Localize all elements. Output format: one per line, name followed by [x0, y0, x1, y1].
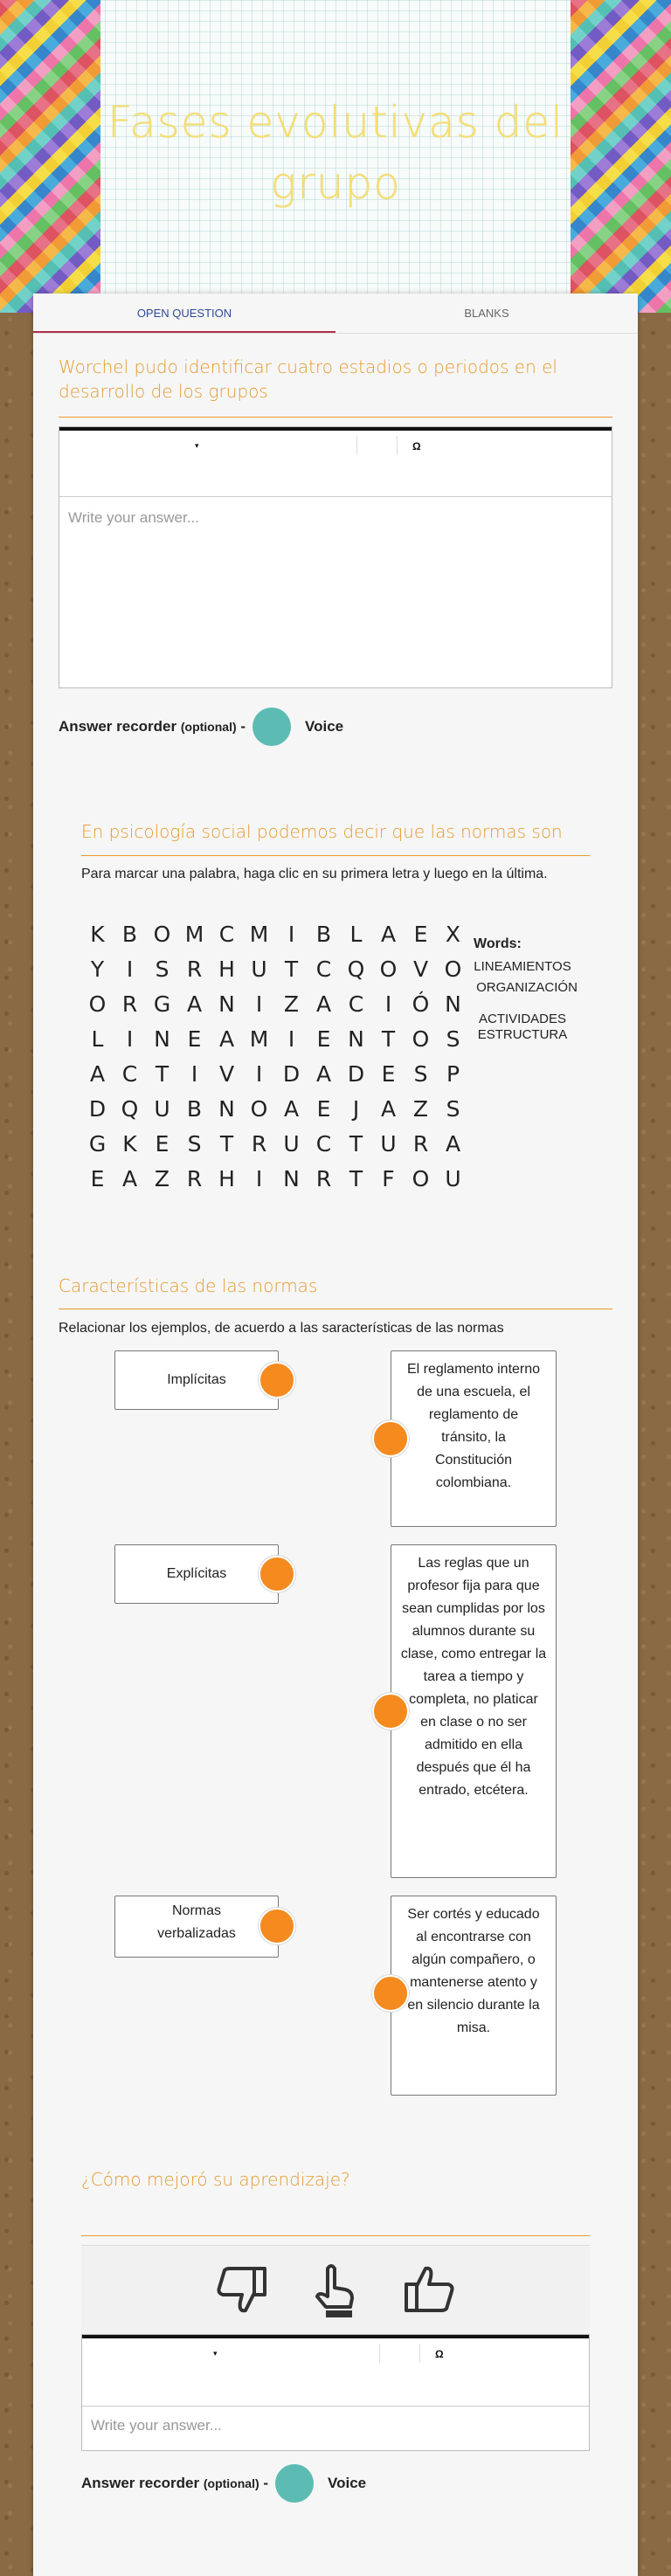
wordsearch-letter[interactable]: D: [88, 1096, 107, 1122]
wordsearch-letter[interactable]: S: [155, 957, 169, 982]
wordsearch-letter[interactable]: T: [219, 1131, 234, 1157]
word-item: LINEAMIENTOS: [474, 959, 571, 974]
wordsearch-letter[interactable]: R: [412, 1131, 429, 1157]
wordsearch-letter[interactable]: B: [186, 1096, 203, 1122]
wordsearch-letter[interactable]: R: [186, 957, 203, 982]
wordsearch-letter[interactable]: I: [255, 1166, 263, 1191]
answer-input[interactable]: Write your answer...: [91, 2417, 222, 2434]
wordsearch-letter[interactable]: T: [284, 957, 299, 982]
wordsearch-letter[interactable]: C: [315, 957, 332, 982]
wordsearch-letter[interactable]: M: [184, 922, 204, 947]
match-left-item[interactable]: Implícitas: [114, 1350, 279, 1410]
wordsearch-letter[interactable]: Ó: [412, 991, 430, 1017]
wordsearch-letter[interactable]: V: [412, 957, 429, 982]
editor-toolbar: [59, 427, 612, 497]
connector-handle[interactable]: [372, 1975, 409, 2012]
wordsearch-letter[interactable]: E: [316, 1026, 331, 1052]
wordsearch-letter[interactable]: P: [446, 1061, 460, 1087]
wordsearch-letter[interactable]: A: [445, 1131, 461, 1157]
wordsearch-letter[interactable]: E: [90, 1166, 105, 1191]
toolbar-separator: [419, 2344, 420, 2363]
match-left-item[interactable]: Normas verbalizadas: [114, 1896, 279, 1958]
recorder-optional: (optional): [180, 720, 237, 734]
matching-heading: Características de las normas: [59, 1275, 318, 1296]
wordsearch-letter[interactable]: Z: [154, 1166, 170, 1191]
wordsearch-letter[interactable]: S: [413, 1061, 428, 1087]
wordsearch-letter[interactable]: N: [218, 1096, 235, 1122]
wordsearch-letter[interactable]: R: [186, 1166, 203, 1191]
recorder-dash: -: [240, 718, 246, 735]
wordsearch-letter[interactable]: S: [187, 1131, 202, 1157]
match-right-item[interactable]: Ser cortés y educado al encontrarse con algún compañero, o mantenerse atento y en silencio durante la misa.: [391, 1896, 557, 2096]
word-item: ORGANIZACIÓN: [476, 980, 578, 995]
wordsearch-letter[interactable]: C: [315, 1131, 332, 1157]
question1-prompt: Worchel pudo identificar cuatro estadios o periodos en el desarrollo de los grupos: [59, 356, 557, 402]
wordsearch-letter[interactable]: I: [126, 957, 134, 982]
wordsearch-letter[interactable]: I: [287, 922, 295, 947]
wordsearch-letter[interactable]: A: [315, 991, 332, 1017]
wordsearch-letter[interactable]: O: [412, 1026, 430, 1052]
wordsearch-letter[interactable]: V: [218, 1061, 235, 1087]
wordsearch-letter[interactable]: E: [413, 922, 428, 947]
word-item: ESTRUCTURA: [477, 1027, 568, 1042]
connector-handle[interactable]: [259, 1556, 295, 1592]
header-banner: [0, 0, 671, 313]
answer-recorder: [81, 2464, 366, 2503]
recorder-optional: (optional): [203, 2476, 259, 2490]
toolbar-separator: [356, 436, 357, 455]
record-button[interactable]: [252, 708, 291, 746]
wordsearch-letter[interactable]: O: [153, 922, 171, 947]
wordsearch-letter[interactable]: R: [315, 1166, 332, 1191]
wordsearch-letter[interactable]: U: [251, 957, 267, 982]
wordsearch-letter[interactable]: M: [249, 922, 269, 947]
match-left-item[interactable]: Explícitas: [114, 1544, 279, 1604]
wordsearch-letter[interactable]: N: [154, 1026, 170, 1052]
wordsearch-letter[interactable]: B: [315, 922, 332, 947]
special-characters-icon[interactable]: Ω: [435, 2348, 444, 2360]
page-title: Fases evolutivas del grupo: [107, 97, 564, 209]
voice-label: Voice: [305, 718, 344, 735]
wordsearch-letter[interactable]: E: [187, 1026, 202, 1052]
wordsearch-letter[interactable]: N: [348, 1026, 364, 1052]
wordsearch-letter[interactable]: A: [89, 1061, 106, 1087]
tab-open-question[interactable]: OPEN QUESTION: [33, 294, 336, 333]
answer-editor: [59, 426, 612, 688]
wordsearch-letter[interactable]: A: [121, 1166, 138, 1191]
worksheet-card: [33, 294, 638, 2576]
answer-editor: [81, 2334, 590, 2451]
format-dropdown-icon[interactable]: ▾: [195, 441, 199, 450]
wordsearch-letter[interactable]: K: [122, 1131, 137, 1157]
question2-prompt: ¿Cómo mejoró su aprendizaje?: [81, 2169, 350, 2190]
wordsearch-letter[interactable]: E: [155, 1131, 169, 1157]
wordsearch-letter[interactable]: O: [444, 957, 462, 982]
wordsearch-letter[interactable]: A: [315, 1061, 332, 1087]
wordsearch-letter[interactable]: C: [121, 1061, 138, 1087]
wordsearch-letter[interactable]: I: [287, 1026, 295, 1052]
wordsearch-letter[interactable]: H: [218, 957, 235, 982]
wordsearch-letter[interactable]: T: [349, 1166, 363, 1191]
wordsearch-letter[interactable]: E: [316, 1096, 331, 1122]
recorder-label: Answer recorder: [59, 718, 177, 735]
wordsearch-letter[interactable]: A: [218, 1026, 235, 1052]
reaction-bar: [81, 2245, 590, 2334]
chevron-pattern-right: [571, 0, 671, 313]
wordsearch-letter[interactable]: Q: [347, 957, 365, 982]
wordsearch-letter[interactable]: F: [382, 1166, 395, 1191]
wordsearch-letter[interactable]: G: [88, 1131, 107, 1157]
wordsearch-letter[interactable]: G: [153, 991, 171, 1017]
wordsearch-letter[interactable]: Y: [90, 957, 105, 982]
chevron-pattern-left: [0, 0, 100, 313]
word-item: ACTIVIDADES: [478, 1012, 567, 1026]
wordsearch-letter[interactable]: I: [190, 1061, 198, 1087]
tab-bar: [33, 294, 638, 334]
wordsearch-letter[interactable]: C: [218, 922, 235, 947]
answer-recorder: [59, 708, 343, 746]
thumbs-up-icon[interactable]: [403, 2262, 457, 2316]
wordsearch-letter[interactable]: U: [380, 1131, 397, 1157]
wordsearch-letter[interactable]: I: [255, 991, 263, 1017]
wordsearch-letter[interactable]: B: [121, 922, 138, 947]
matching-instructions: Relacionar los ejemplos, de acuerdo a las saracterísticas de las normas: [59, 1321, 504, 1336]
wordsearch-letter[interactable]: T: [155, 1061, 169, 1087]
wordsearch-grid: [81, 917, 469, 1197]
match-right-item[interactable]: El reglamento interno de una escuela, el reglamento de tránsito, la Constitución colombiana.: [391, 1350, 557, 1527]
wordsearch-letter[interactable]: X: [445, 922, 461, 947]
toolbar-separator: [397, 436, 398, 455]
wordsearch-letter[interactable]: U: [445, 1166, 461, 1191]
wordsearch-letter[interactable]: T: [381, 1026, 396, 1052]
wordsearch-letter[interactable]: M: [249, 1026, 269, 1052]
wordsearch-letter[interactable]: A: [380, 1096, 397, 1122]
wordsearch-letter[interactable]: N: [218, 991, 235, 1017]
wordsearch-letter[interactable]: R: [251, 1131, 267, 1157]
wordsearch-letter[interactable]: S: [446, 1026, 460, 1052]
wordsearch-letter[interactable]: U: [154, 1096, 170, 1122]
pointing-hand-icon[interactable]: [308, 2262, 363, 2319]
wordsearch-letter[interactable]: D: [282, 1061, 301, 1087]
wordsearch-letter[interactable]: L: [91, 1026, 104, 1052]
wordsearch-letter[interactable]: L: [349, 922, 363, 947]
wordsearch-letter[interactable]: A: [380, 922, 397, 947]
connector-handle[interactable]: [259, 1362, 295, 1398]
wordsearch-letter[interactable]: R: [121, 991, 138, 1017]
tab-blanks[interactable]: BLANKS: [464, 307, 509, 320]
wordsearch-letter[interactable]: I: [126, 1026, 134, 1052]
wordsearch-letter[interactable]: D: [347, 1061, 365, 1087]
editor-toolbar: [82, 2335, 589, 2407]
format-dropdown-icon[interactable]: ▾: [213, 2349, 218, 2358]
divider: [81, 2235, 590, 2236]
wordsearch-letter[interactable]: A: [283, 1096, 300, 1122]
words-title: Words:: [474, 936, 522, 951]
connector-handle[interactable]: [372, 1420, 409, 1457]
wordsearch-letter[interactable]: U: [283, 1131, 300, 1157]
wordsearch-letter[interactable]: O: [412, 1166, 430, 1191]
wordsearch-letter[interactable]: K: [90, 922, 105, 947]
wordsearch-letter[interactable]: N: [445, 991, 461, 1017]
wordsearch-letter[interactable]: I: [255, 1061, 263, 1087]
wordsearch-letter[interactable]: Q: [121, 1096, 139, 1122]
wordsearch-letter[interactable]: J: [352, 1096, 360, 1122]
wordsearch-letter[interactable]: A: [186, 991, 203, 1017]
wordsearch-letter[interactable]: O: [88, 991, 107, 1017]
wordsearch-instructions: Para marcar una palabra, haga clic en su primera letra y luego en la última.: [81, 867, 548, 881]
wordsearch-letter[interactable]: S: [446, 1096, 460, 1122]
wordsearch-letter[interactable]: Z: [412, 1096, 429, 1122]
wordsearch-heading: En psicología social podemos decir que las normas son: [81, 821, 563, 842]
recorder-dash: -: [263, 2475, 269, 2491]
wordsearch-letter[interactable]: O: [250, 1096, 268, 1122]
voice-label: Voice: [328, 2475, 367, 2491]
divider: [59, 417, 612, 418]
wordsearch-letter[interactable]: E: [381, 1061, 396, 1087]
thumbs-down-icon[interactable]: [214, 2263, 268, 2317]
wordsearch-letter[interactable]: C: [348, 991, 364, 1017]
wordsearch-letter[interactable]: N: [283, 1166, 300, 1191]
answer-input[interactable]: Write your answer...: [68, 509, 199, 526]
divider: [81, 855, 590, 856]
wordsearch-letter[interactable]: I: [384, 991, 392, 1017]
special-characters-icon[interactable]: Ω: [412, 440, 421, 452]
wordsearch-letter[interactable]: T: [349, 1131, 363, 1157]
record-button[interactable]: [275, 2464, 314, 2503]
connector-handle[interactable]: [372, 1693, 409, 1730]
connector-handle[interactable]: [259, 1908, 295, 1944]
match-right-item[interactable]: Las reglas que un profesor fija para que sean cumplidas por los alumnos durante su clase, como entregar la tarea a tiempo y completa, no platicar en clase o no ser admitido en ella después que él ha entrado, etcétera.: [391, 1544, 557, 1878]
wordsearch-letter[interactable]: O: [379, 957, 398, 982]
toolbar-separator: [379, 2344, 380, 2363]
wordsearch-letter[interactable]: H: [218, 1166, 235, 1191]
recorder-label: Answer recorder: [81, 2475, 200, 2491]
wordsearch-letter[interactable]: Z: [283, 991, 300, 1017]
